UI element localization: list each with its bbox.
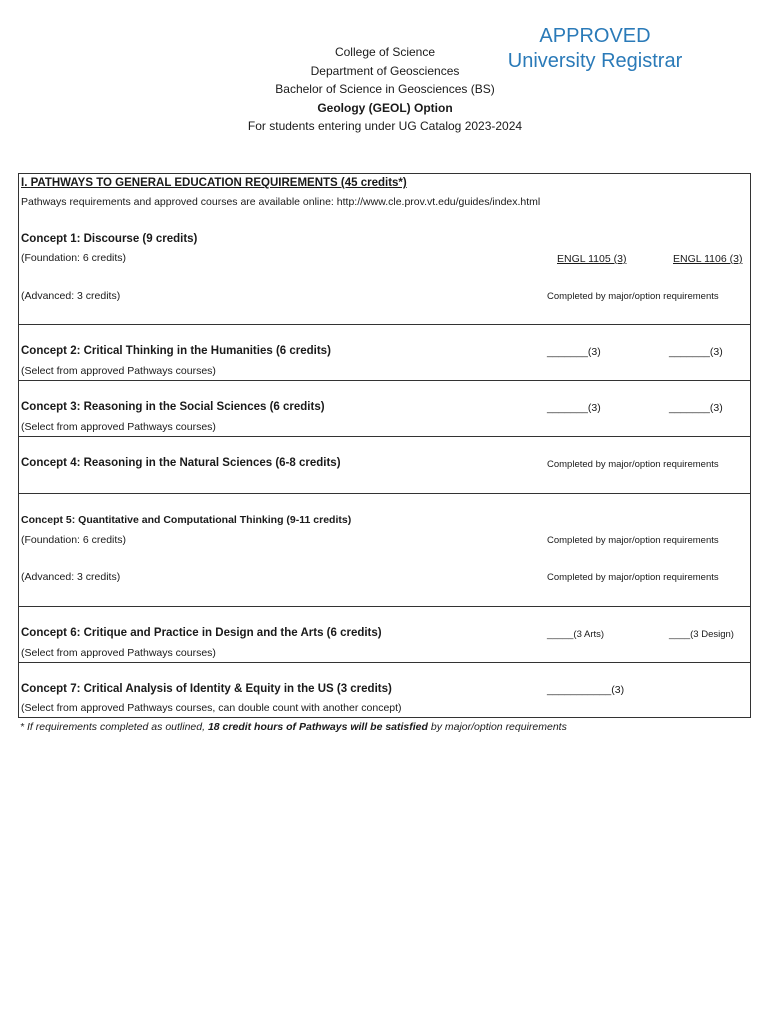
stamp-approved: APPROVED <box>539 25 651 47</box>
concept-2-note: (Select from approved Pathways courses) <box>21 365 216 377</box>
concept-4-status: Completed by major/option requirements <box>547 459 719 470</box>
concept-2-title: Concept 2: Critical Thinking in the Humanities (6 credits) <box>21 345 331 357</box>
concept-4-title: Concept 4: Reasoning in the Natural Sciences (6-8 credits) <box>21 457 341 469</box>
department-name: Department of Geosciences <box>310 63 460 78</box>
concept-2-blank-a[interactable]: _______(3) <box>547 346 601 358</box>
concept-6-blank-design[interactable]: ____(3 Design) <box>669 629 734 640</box>
footnote-suffix: by major/option requirements <box>430 721 567 733</box>
concept-5-foundation: (Foundation: 6 credits) <box>21 534 127 546</box>
catalog-line: For students entering under UG Catalog 2023-2024 <box>247 119 523 133</box>
concept-1-advanced-status: Completed by major/option requirements <box>547 291 719 302</box>
concept-3-blank-a[interactable]: _______(3) <box>547 402 601 414</box>
concept-1-title: Concept 1: Discourse (9 credits) <box>21 233 198 245</box>
college-name: College of Science <box>334 45 436 59</box>
concept-5-foundation-status: Completed by major/option requirements <box>547 535 719 546</box>
concept-1-course-engl1105: ENGL 1105 (3) <box>557 253 627 265</box>
concept-7-blank[interactable]: ___________(3) <box>547 684 625 696</box>
concept-2-section <box>19 325 750 381</box>
concept-1-foundation: (Foundation: 6 credits) <box>21 252 127 264</box>
footnote-prefix: * If requirements completed as outlined, <box>20 721 206 733</box>
concept-1-section <box>19 174 750 325</box>
concept-7-note: (Select from approved Pathways courses, can double count with another concept) <box>21 702 402 714</box>
concept-1-advanced: (Advanced: 3 credits) <box>21 290 121 302</box>
concept-1-course-engl1106: ENGL 1106 (3) <box>673 253 743 265</box>
concept-5-advanced: (Advanced: 3 credits) <box>21 571 121 583</box>
option-name: Geology (GEOL) Option <box>317 100 453 115</box>
concept-3-title: Concept 3: Reasoning in the Social Sciences (6 credits) <box>21 401 325 413</box>
concept-5-advanced-status: Completed by major/option requirements <box>547 572 719 583</box>
pathways-info: Pathways requirements and approved courses are available online: http://www.cle.prov.vt.edu/guides/index.html <box>21 196 541 208</box>
concept-5-title: Concept 5: Quantitative and Computational Thinking (9-11 credits) <box>21 514 352 526</box>
footnote <box>20 721 567 733</box>
concept-3-section <box>19 381 750 437</box>
concept-6-blank-arts[interactable]: _____(3 Arts) <box>547 629 605 640</box>
footnote-emphasis: 18 credit hours of Pathways will be satisfied <box>207 721 428 733</box>
concept-6-note: (Select from approved Pathways courses) <box>21 647 216 659</box>
concept-5-section <box>19 494 750 607</box>
stamp-registrar: University Registrar <box>507 50 683 72</box>
concept-3-note: (Select from approved Pathways courses) <box>21 421 216 433</box>
concept-4-section <box>19 437 750 494</box>
concept-7-title: Concept 7: Critical Analysis of Identity & Equity in the US (3 credits) <box>21 683 392 695</box>
degree-name: Bachelor of Science in Geosciences (BS) <box>275 82 495 96</box>
concept-3-blank-b[interactable]: _______(3) <box>669 402 723 414</box>
concept-7-section <box>19 663 750 717</box>
concept-6-section <box>19 607 750 663</box>
pathways-heading: I. PATHWAYS TO GENERAL EDUCATION REQUIREMENTS (45 credits*) <box>21 177 407 189</box>
concept-2-blank-b[interactable]: _______(3) <box>669 346 723 358</box>
pathways-table <box>18 173 751 718</box>
concept-6-title: Concept 6: Critique and Practice in Design and the Arts (6 credits) <box>21 627 382 639</box>
document-header <box>0 43 770 136</box>
